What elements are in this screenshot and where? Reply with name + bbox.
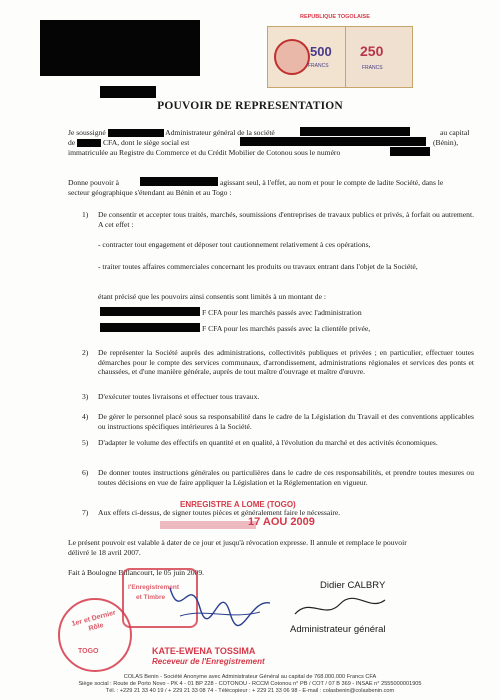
- footer-contact: Tél. : +229 21 33 40 19 / + 229 21 33 08 74 - Télécopieur : + 229 21 33 06 98 - E-mail : colasbenin@colasbenin.com: [105, 688, 395, 694]
- redacted-representative: [140, 177, 218, 186]
- intro-text: Je soussigné: [68, 128, 106, 137]
- closing-line-1: Le présent pouvoir est valable à dater de ce jour et jusqu'à révocation expresse. Il annule et remplace le pouvoir: [68, 538, 407, 547]
- registration-stamp-date: 17 AOU 2009: [248, 516, 315, 528]
- item-number: 4): [82, 412, 89, 421]
- receiver-name: KATE-EWENA TOSSIMA: [152, 646, 256, 656]
- redacted-reference: [100, 86, 156, 98]
- fiscal-stamp-500-value: 500: [310, 44, 332, 59]
- item-number: 5): [82, 438, 89, 447]
- item-7-text: Aux effets ci-dessus, de signer toutes pièces et généralement faire le nécessaire.: [98, 508, 341, 517]
- seal-text: 1er et Dernier Rôle: [71, 609, 117, 633]
- fiscal-stamp-250-currency: FRANCS: [362, 65, 383, 71]
- fiscal-stamp-country: REPUBLIQUE TOGOLAISE: [300, 14, 370, 20]
- place-date: Fait à Boulogne Billancourt, le 05 juin 2009.: [68, 568, 205, 577]
- registration-stamp-title: ENREGISTRE A LOME (TOGO): [180, 500, 296, 509]
- item-5-text: D'adapter le volume des effectifs en quantité et en qualité, à l'évolution du marché et des activités économiques.: [98, 438, 438, 447]
- redacted-address: [240, 137, 426, 146]
- item-number: 7): [82, 508, 89, 517]
- closing-line-2: délivré le 18 avril 2007.: [68, 548, 141, 557]
- item-number: 2): [82, 348, 89, 357]
- registry-seal-word-1: l'Enregistrement: [128, 584, 180, 591]
- item-1-bullet-1: - contracter tout engagement et déposer tout cautionnement relativement à ces opérations,: [98, 240, 371, 249]
- registry-seal-word-2: et Timbre: [136, 594, 166, 601]
- item-1-text: De consentir et accepter tous traités, marchés, soumissions d'entreprises de travaux publics et privés, à forfait ou autrement. A cet effet :: [98, 210, 474, 229]
- redacted-rccm-number: [390, 147, 430, 156]
- item-1-limit-admin: F CFA pour les marchés passés avec l'administration: [202, 308, 362, 317]
- intro-text: CFA, dont le siège social est: [102, 138, 190, 147]
- item-number: 1): [82, 210, 89, 219]
- fiscal-stamp-500-currency: FRANCS: [308, 63, 329, 69]
- intro-capital: au capital: [440, 128, 470, 137]
- intro-text: de: [68, 138, 76, 147]
- signatory-role: Administrateur général: [290, 624, 386, 635]
- footer-company: COLAS Benin - Société Anonyme avec Administrateur Général au capital de 768.000.000 Francs CFA: [123, 674, 377, 680]
- signatory-signature: [290, 592, 390, 622]
- mandate-line-1b: agissant seul, à l'effet, au nom et pour le compte de ladite Société, dans le: [220, 178, 444, 187]
- intro-line-3: immatriculée au Registre du Commerce et du Crédit Mobilier de Cotonou sous le numéro: [68, 148, 341, 157]
- item-2-text: De représenter la Société auprès des administrations, collectivités publiques et privées ; en particulier, effectuer toutes démarches pour le compte des services communaux, d'arrondissement, administrations régionales et services des ponts et chaussées, et d'une manière générale, auprès de tout maître d'ouvrage et maître d'œuvre.: [98, 348, 474, 377]
- mandate-line-2: secteur géographique s'étendant au Bénin et au Togo :: [68, 188, 232, 197]
- item-1-limit-private: F CFA pour les marchés passés avec la clientèle privée,: [202, 324, 371, 333]
- receiver-title: Receveur de l'Enregistrement: [152, 657, 265, 666]
- page-title: POUVOIR DE REPRESENTATION: [157, 100, 343, 112]
- fiscal-stamp-500: [267, 26, 347, 88]
- official-seal: [58, 598, 132, 672]
- intro-country: (Bénin),: [433, 138, 459, 147]
- registration-stamp-bar: [160, 521, 256, 529]
- redacted-amount-2: [100, 323, 200, 332]
- mandate-line-1: Donne pouvoir à: [68, 178, 120, 187]
- signatory-name: Didier CALBRY: [320, 580, 386, 591]
- item-4-text: De gérer le personnel placé sous sa responsabilité dans le cadre de la Législation du Travail et des conventions applicables ou instructions spécifiques intérieures à la Société.: [98, 412, 474, 431]
- redacted-header-block: [40, 20, 200, 76]
- item-number: 3): [82, 392, 89, 401]
- intro-text: Administrateur général de la société: [165, 128, 275, 137]
- item-number: 6): [82, 468, 89, 477]
- fiscal-stamp-250: [345, 26, 413, 88]
- item-1-limit: étant précisé que les pouvoirs ainsi consentis sont limités à un montant de :: [98, 292, 326, 301]
- redacted-company: [300, 127, 410, 136]
- footer-address: Siège social : Route de Porto Novo - PK 4 - 01 BP 228 - COTONOU - RCCM Cotonou n° PB / COT / 07 B 369 - INSAE n° 2555000001905: [78, 681, 422, 687]
- signature-scribble: [160, 568, 280, 628]
- item-1-bullet-2: - traiter toutes affaires commerciales concernant les produits ou travaux entrant dans l'objet de la Société,: [98, 262, 418, 271]
- stamp-emblem-icon: [274, 39, 310, 75]
- redacted-amount-1: [100, 307, 200, 316]
- fiscal-stamp-250-value: 250: [360, 43, 384, 59]
- seal-country: TOGO: [78, 648, 99, 655]
- item-3-text: D'exécuter toutes livraisons et effectuer tous travaux.: [98, 392, 260, 401]
- item-6-text: De donner toutes instructions générales ou particulières dans le cadre de ces responsabilités, et prendre toutes mesures ou toutes décisions en vue de faire appliquer la Législation et la Réglementation en vigueur.: [98, 468, 474, 487]
